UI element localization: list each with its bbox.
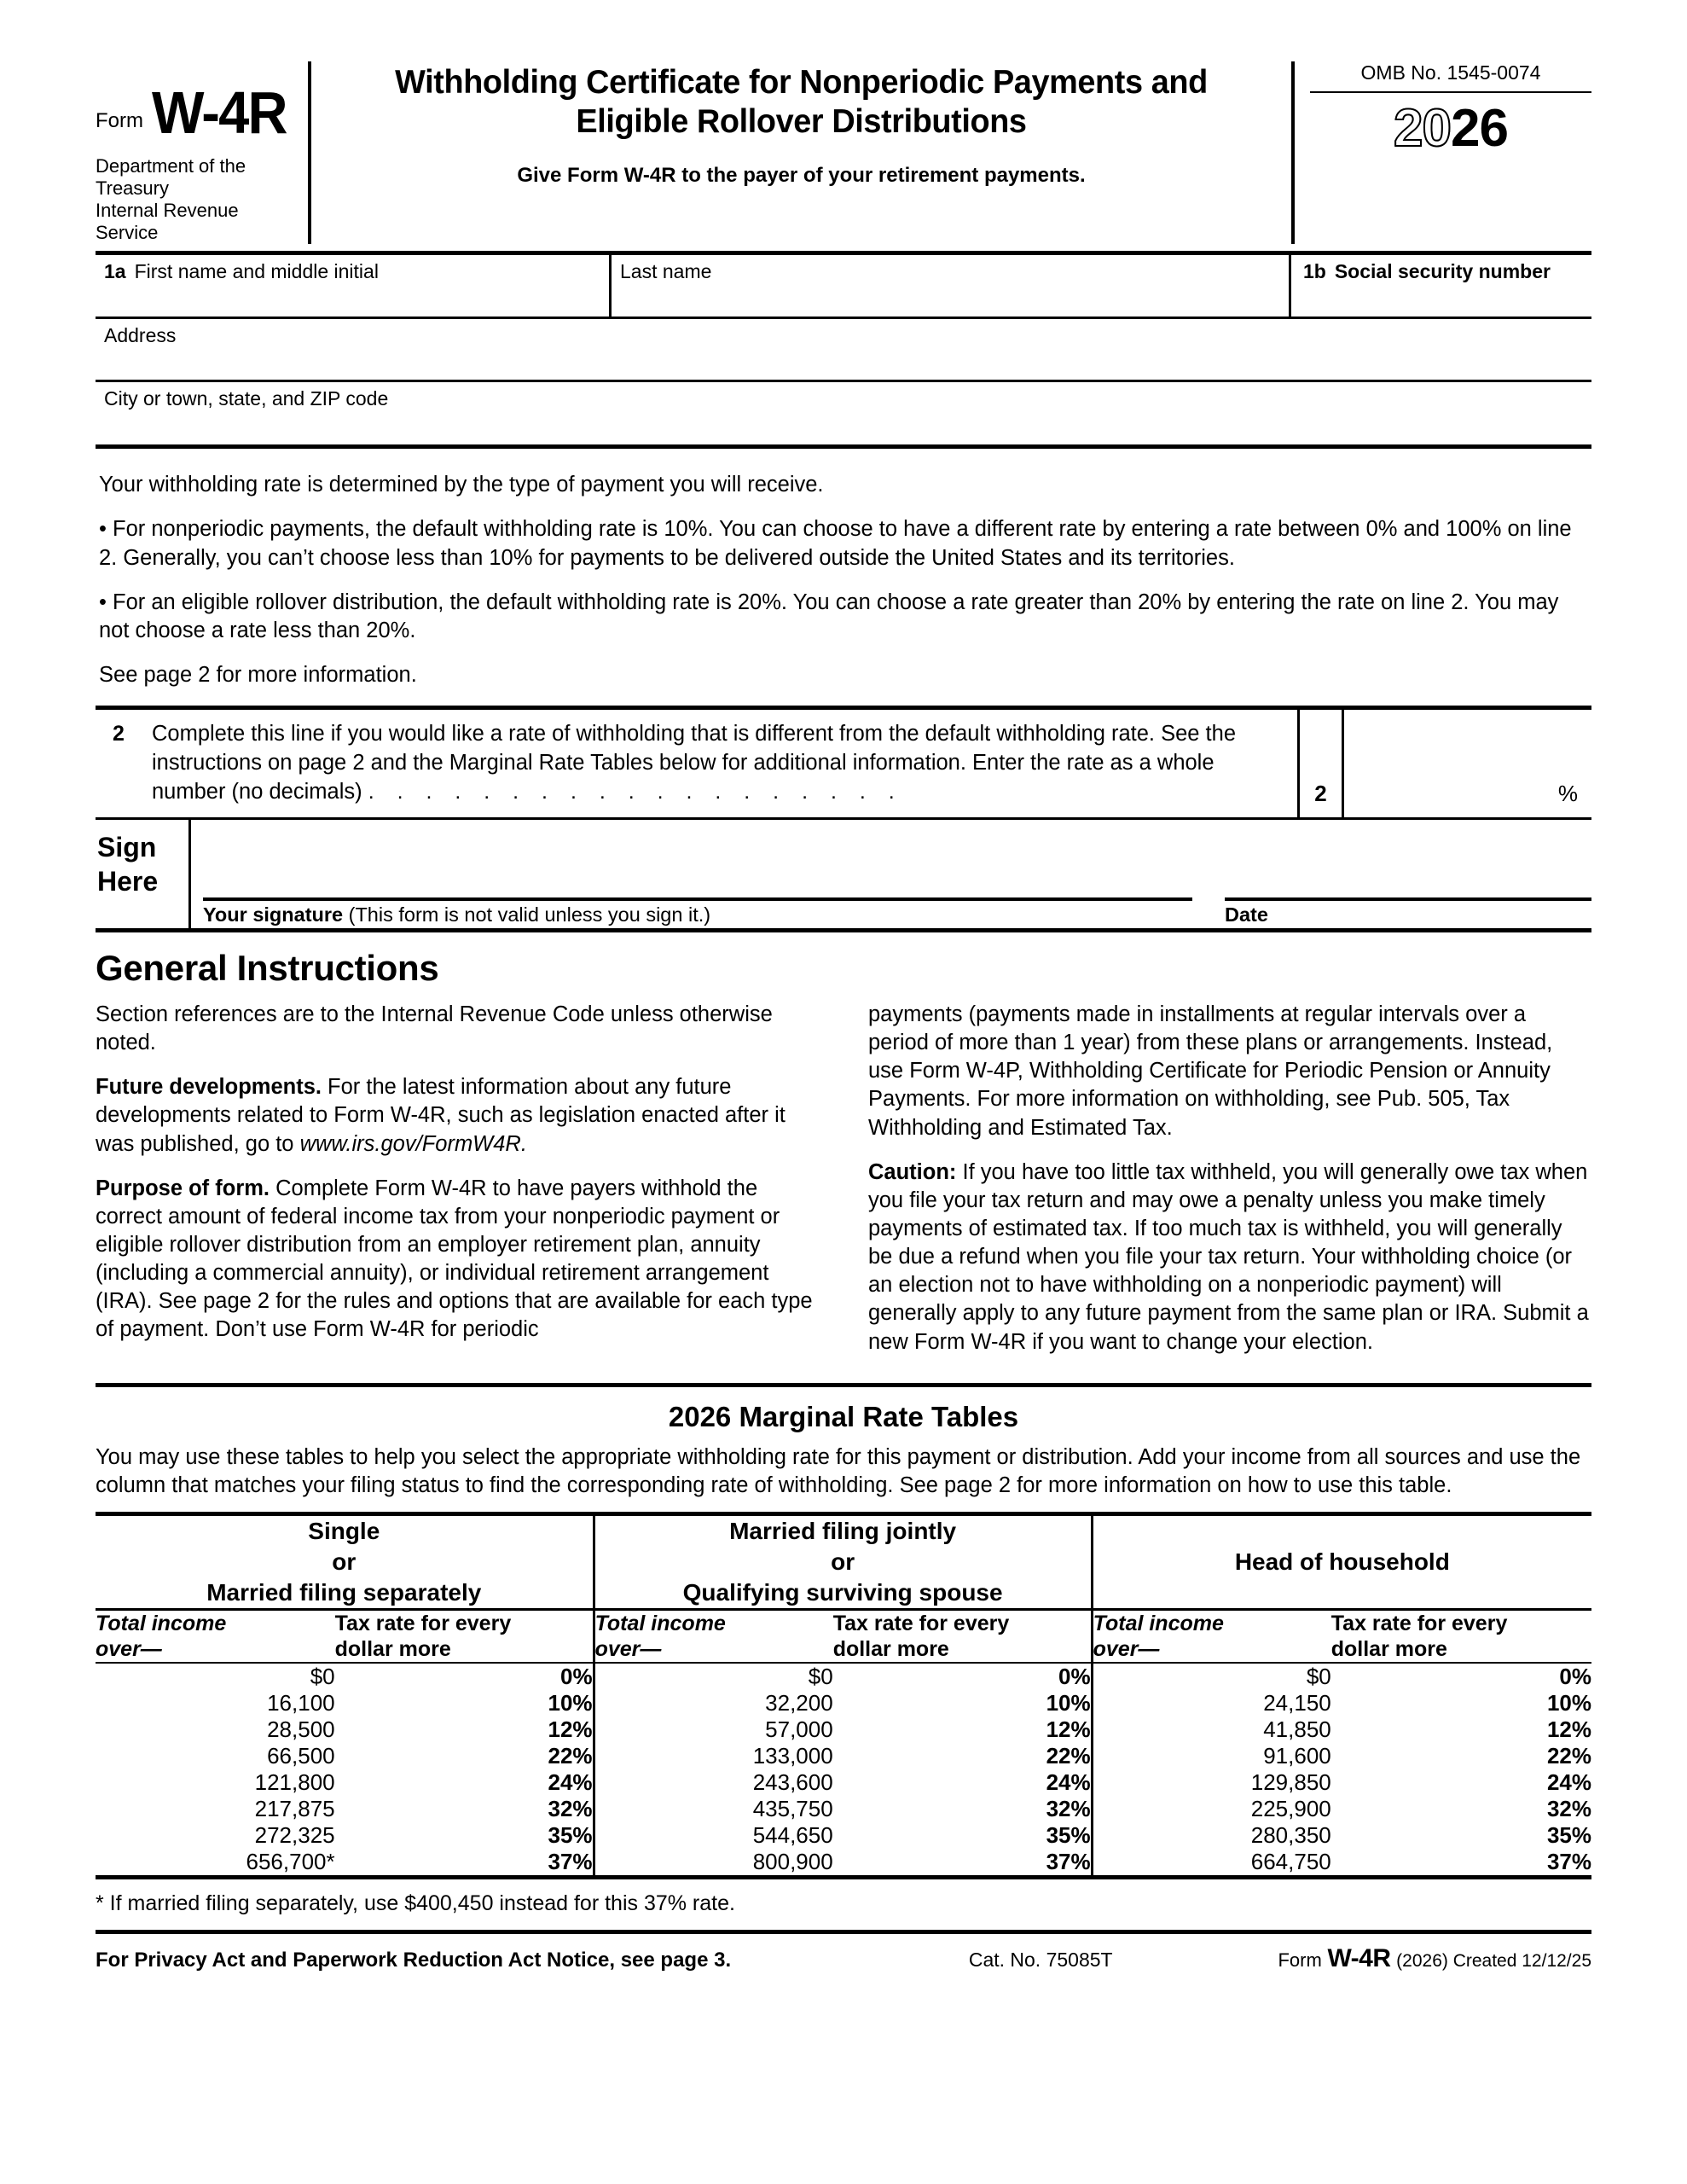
- page-subtitle: Give Form W-4R to the payer of your retirement payments.: [517, 164, 1086, 188]
- gi-future-developments: [96, 1073, 819, 1158]
- sub-header-rate-hoh: [1331, 1609, 1591, 1663]
- cell-mfj-rate: 37%: [833, 1849, 1092, 1878]
- table-row: [96, 1796, 1591, 1822]
- cell-single-income: 66,500: [267, 1742, 335, 1769]
- cell-hoh-rate: 37%: [1546, 1848, 1591, 1874]
- gi-future-developments-heading: Future developments.: [96, 1075, 322, 1100]
- line-2-rate-input[interactable]: [1344, 710, 1591, 817]
- cell-hoh-rate: 32%: [1546, 1795, 1591, 1821]
- department-line-2: Internal Revenue Service: [96, 199, 239, 243]
- cell-mfj-rate: 24%: [833, 1769, 1092, 1796]
- signature-fields: [191, 820, 1591, 928]
- sub-header-income-single-l2: over—: [96, 1636, 162, 1661]
- sub-header-rate-mfj: [833, 1609, 1092, 1663]
- group-header-single-line-2: or: [332, 1548, 357, 1576]
- sub-header-rate-mfj-l1: Tax rate for every: [832, 1611, 1010, 1635]
- gi-future-developments-url: www.irs.gov/FormW4R.: [299, 1131, 527, 1156]
- group-header-single-line-3: Married filing separately: [206, 1579, 482, 1606]
- tax-year-prefix: 20: [1394, 99, 1451, 158]
- marginal-rate-table: [96, 1512, 1591, 1879]
- line-2-row: [96, 706, 1591, 820]
- cell-mfj-rate: 10%: [833, 1690, 1092, 1716]
- first-name-label: First name and middle initial: [134, 259, 379, 282]
- gi-periodic-payments-text: payments (payments made in installments at regular intervals over a period of more than 1 year) from these plans or arrangements. Instead, use Form W-4P, Withholding Certificate for Periodic Pension or Annuity Payments. For more information on withholding, see Pub. 505, Tax Withholding and Estimated Tax.: [868, 1002, 1553, 1140]
- group-header-head-of-household: [1092, 1514, 1591, 1609]
- header-omb-block: [1291, 61, 1591, 244]
- sub-header-income-hoh-l1: Total income: [1093, 1611, 1224, 1635]
- cell-mfj-rate: 22%: [833, 1743, 1092, 1769]
- signature-field[interactable]: [203, 897, 1192, 926]
- table-sub-header-row: [96, 1609, 1591, 1663]
- gi-purpose-of-form: [96, 1175, 819, 1345]
- cell-mfj-income: 133,000: [752, 1742, 833, 1769]
- cell-hoh-rate: 22%: [1546, 1742, 1591, 1769]
- identity-section: [96, 251, 1591, 449]
- cell-single-income: $0: [310, 1663, 335, 1689]
- catalog-number: Cat. No. 75085T: [968, 1948, 1113, 1971]
- cell-single-income: 16,100: [267, 1689, 335, 1716]
- gi-purpose-heading: Purpose of form.: [96, 1176, 270, 1200]
- gi-caution: [868, 1159, 1591, 1356]
- city-state-zip-label: City or town, state, and ZIP code: [104, 386, 389, 410]
- cell-hoh-rate: 0%: [1559, 1663, 1591, 1689]
- sub-header-income-hoh: [1092, 1609, 1331, 1663]
- cell-mfj-rate: 12%: [833, 1716, 1092, 1743]
- last-name-field[interactable]: [612, 255, 1291, 317]
- sub-header-income-single: [96, 1609, 335, 1663]
- cell-mfj-rate: 0%: [833, 1663, 1092, 1690]
- cell-single-rate: 22%: [335, 1743, 594, 1769]
- line-2-number: 2: [113, 722, 125, 746]
- table-row: [96, 1663, 1591, 1690]
- cell-hoh-rate: 35%: [1546, 1821, 1591, 1848]
- form-header: [96, 0, 1591, 244]
- marginal-rate-table-body: [96, 1663, 1591, 1878]
- marginal-rate-footnote: * If married filing separately, use $400,450 instead for this 37% rate.: [96, 1891, 735, 1915]
- department-block: [96, 155, 299, 244]
- date-caption: [1225, 903, 1591, 926]
- cell-mfj-income: 32,200: [765, 1689, 833, 1716]
- cell-hoh-income: 280,350: [1250, 1821, 1331, 1848]
- intro-bullet-rollover: • For an eligible rollover distribution, the default withholding rate is 20%. You can choose a rate greater than 20% by entering the rate on line 2. You may not choose a rate less than 20%.: [99, 590, 1559, 643]
- header-form-identity: [96, 61, 311, 244]
- gi-section-references: [96, 1001, 819, 1057]
- cell-hoh-income: 225,900: [1250, 1795, 1331, 1821]
- cell-mfj-income: 435,750: [752, 1795, 833, 1821]
- cell-hoh-income: 91,600: [1263, 1742, 1331, 1769]
- sub-header-income-mfj: [594, 1609, 833, 1663]
- cell-hoh-income: 41,850: [1263, 1716, 1331, 1742]
- cell-single-rate: 0%: [335, 1663, 594, 1690]
- table-row: [96, 1769, 1591, 1796]
- intro-paragraph-1: Your withholding rate is determined by the type of payment you will receive.: [99, 472, 824, 497]
- group-header-single: [96, 1514, 594, 1609]
- cell-hoh-income: $0: [1306, 1663, 1331, 1689]
- cell-single-income: 272,325: [254, 1821, 335, 1848]
- footer-form-number: W-4R: [1327, 1943, 1391, 1972]
- signature-rule: [203, 897, 1192, 901]
- sign-here-line-2: Here: [97, 865, 159, 897]
- sign-here-line-1: Sign: [97, 831, 157, 863]
- gi-section-references-text: Section references are to the Internal Revenue Code unless otherwise noted.: [96, 1002, 773, 1055]
- general-instructions-title: General Instructions: [96, 947, 439, 988]
- group-header-mfj-line-2: or: [831, 1548, 855, 1576]
- intro-see-page-2: See page 2 for more information.: [99, 663, 417, 688]
- cell-mfj-rate: 35%: [833, 1822, 1092, 1849]
- gi-caution-text: If you have too little tax withheld, you will generally owe tax when you file your tax return and may owe a penalty unless you make timely payments of estimated tax. If too much tax is withheld, you will generally be due a refund when you file your tax return. Your withholding choice (or an election not to have withholding on a nonperiodic payment) will generally apply to any future payment from the same plan or IRA. Submit a new Form W-4R if you want to change your election.: [868, 1159, 1589, 1354]
- date-label: Date: [1225, 903, 1268, 926]
- privacy-act-notice: For Privacy Act and Paperwork Reduction Act Notice, see page 3.: [96, 1948, 732, 1972]
- cell-mfj-income: 544,650: [752, 1821, 833, 1848]
- form-number-label: W-4R: [152, 78, 287, 146]
- ssn-field[interactable]: [1291, 255, 1591, 317]
- sub-header-income-mfj-l2: over—: [594, 1636, 662, 1661]
- sub-header-rate-single-l2: dollar more: [334, 1636, 451, 1661]
- ssn-line-number: 1b: [1303, 259, 1326, 282]
- cell-single-rate: 35%: [335, 1822, 594, 1849]
- general-instructions-columns: [96, 1001, 1591, 1383]
- cell-mfj-rate: 32%: [833, 1796, 1092, 1822]
- marginal-rate-tables-intro: You may use these tables to help you select the appropriate withholding rate for this payment or distribution. Add your income from all sources and use the column that matches your filing status to find the corresponding rate of withholding. See page 2 for more information on how to use this table.: [96, 1444, 1581, 1498]
- sign-here-label: [96, 820, 191, 928]
- cell-single-rate: 32%: [335, 1796, 594, 1822]
- date-rule: [1225, 897, 1591, 901]
- cell-mfj-income: 243,600: [752, 1769, 833, 1795]
- group-header-married-jointly: [594, 1514, 1092, 1609]
- footer-form-identity: [1278, 1944, 1591, 1973]
- cell-hoh-income: 664,750: [1250, 1848, 1331, 1874]
- cell-hoh-rate: 10%: [1546, 1689, 1591, 1716]
- table-row: [96, 1822, 1591, 1849]
- marginal-rate-tables-title: 2026 Marginal Rate Tables: [668, 1400, 1019, 1432]
- gi-periodic-payments: [868, 1001, 1591, 1142]
- first-name-field[interactable]: [96, 255, 612, 317]
- name-row: [96, 251, 1591, 319]
- city-state-zip-field[interactable]: [96, 382, 1591, 449]
- address-field[interactable]: [96, 319, 1591, 382]
- sub-header-rate-mfj-l2: dollar more: [832, 1636, 949, 1661]
- intro-bullet-nonperiodic: • For nonperiodic payments, the default withholding rate is 10%. You can choose to have a different rate by entering a rate between 0% and 100% on line 2. Generally, you can’t choose less than 10% for payments to be delivered outside the United States and its territories.: [99, 516, 1572, 570]
- gi-future-developments-text: For the latest information about any future developments related to Form W-4R, such as legislation enacted after it was published, go to: [96, 1075, 786, 1156]
- cell-mfj-income: 800,900: [752, 1848, 833, 1874]
- group-header-mfj-line-1: Married filing jointly: [729, 1518, 957, 1545]
- line-2-box-number: 2: [1300, 710, 1344, 817]
- cell-single-rate: 37%: [335, 1849, 594, 1878]
- cell-single-income: 28,500: [267, 1716, 335, 1742]
- table-row: [96, 1743, 1591, 1769]
- line-2-instruction-text: Complete this line if you would like a rate of withholding that is different from the default withholding rate. See the instructions on page 2 and the Marginal Rate Tables below for additional information. Enter the rate as a whole number (no decimals): [152, 722, 1237, 804]
- footer-form-suffix: (2026) Created 12/12/25: [1396, 1950, 1591, 1971]
- sub-header-rate-single: [335, 1609, 594, 1663]
- withholding-intro: [96, 449, 1591, 690]
- sub-header-rate-hoh-l2: dollar more: [1330, 1636, 1447, 1661]
- department-line-1: Department of the Treasury: [96, 155, 246, 199]
- cell-mfj-income: $0: [808, 1663, 833, 1689]
- tax-year: [1310, 93, 1591, 159]
- address-label: Address: [104, 323, 177, 346]
- table-row: [96, 1716, 1591, 1743]
- cell-single-rate: 12%: [335, 1716, 594, 1743]
- general-instructions-section: [96, 948, 1591, 1383]
- line-2-leader-dots: . . . . . . . . . . . . . . . . . . .: [368, 780, 903, 804]
- first-name-line-number: 1a: [104, 259, 126, 282]
- form-footer: [96, 1930, 1591, 1973]
- percent-sign: %: [1557, 780, 1578, 806]
- sub-header-income-mfj-l1: Total income: [594, 1611, 726, 1635]
- header-title-block: [311, 61, 1291, 244]
- form-word-label: Form: [96, 109, 143, 132]
- line-2-instruction: [152, 710, 1300, 817]
- omb-number: OMB No. 1545-0074: [1310, 61, 1591, 93]
- table-row: [96, 1849, 1591, 1878]
- sub-header-rate-hoh-l1: Tax rate for every: [1330, 1611, 1508, 1635]
- signature-caption-rest: (This form is not valid unless you sign it.): [343, 903, 711, 926]
- signature-section: [96, 820, 1591, 932]
- cell-hoh-rate: 12%: [1546, 1716, 1591, 1742]
- footer-form-word: Form: [1278, 1949, 1322, 1971]
- cell-single-rate: 10%: [335, 1690, 594, 1716]
- cell-single-income: 217,875: [254, 1795, 335, 1821]
- ssn-label: Social security number: [1334, 259, 1551, 282]
- tax-year-suffix: 26: [1451, 99, 1508, 158]
- group-header-hoh-line-1: Head of household: [1234, 1548, 1450, 1576]
- cell-hoh-income: 129,850: [1250, 1769, 1331, 1795]
- group-header-single-line-1: Single: [308, 1518, 380, 1545]
- signature-caption: [203, 903, 1192, 926]
- date-field[interactable]: [1225, 897, 1591, 926]
- sub-header-rate-single-l1: Tax rate for every: [334, 1611, 512, 1635]
- gi-caution-heading: Caution:: [868, 1159, 957, 1184]
- sub-header-income-hoh-l2: over—: [1093, 1636, 1160, 1661]
- general-instructions-left-column: [96, 1001, 819, 1373]
- gi-purpose-text: Complete Form W-4R to have payers withhold the correct amount of federal income tax from your nonperiodic payment or eligible rollover distribution from an employer retirement plan, annuity (including a commercial annuity), or individual retirement arrangement (IRA). See page 2 for the rules and options that are available for each type of payment. Don’t use Form W-4R for periodic: [96, 1176, 813, 1342]
- group-header-mfj-line-3: Qualifying surviving spouse: [682, 1579, 1003, 1606]
- cell-hoh-rate: 24%: [1546, 1769, 1591, 1795]
- cell-single-income: 656,700*: [246, 1848, 335, 1874]
- sub-header-income-single-l1: Total income: [96, 1611, 227, 1635]
- cell-hoh-income: 24,150: [1263, 1689, 1331, 1716]
- last-name-label: Last name: [620, 259, 712, 282]
- cell-single-rate: 24%: [335, 1769, 594, 1796]
- cell-single-income: 121,800: [254, 1769, 335, 1795]
- general-instructions-right-column: [868, 1001, 1591, 1373]
- table-row: [96, 1690, 1591, 1716]
- signature-caption-bold: Your signature: [203, 903, 344, 926]
- page-title: Withholding Certificate for Nonperiodic Payments and Eligible Rollover Distributions: [395, 64, 1208, 141]
- table-group-header-row: [96, 1514, 1591, 1609]
- cell-mfj-income: 57,000: [765, 1716, 833, 1742]
